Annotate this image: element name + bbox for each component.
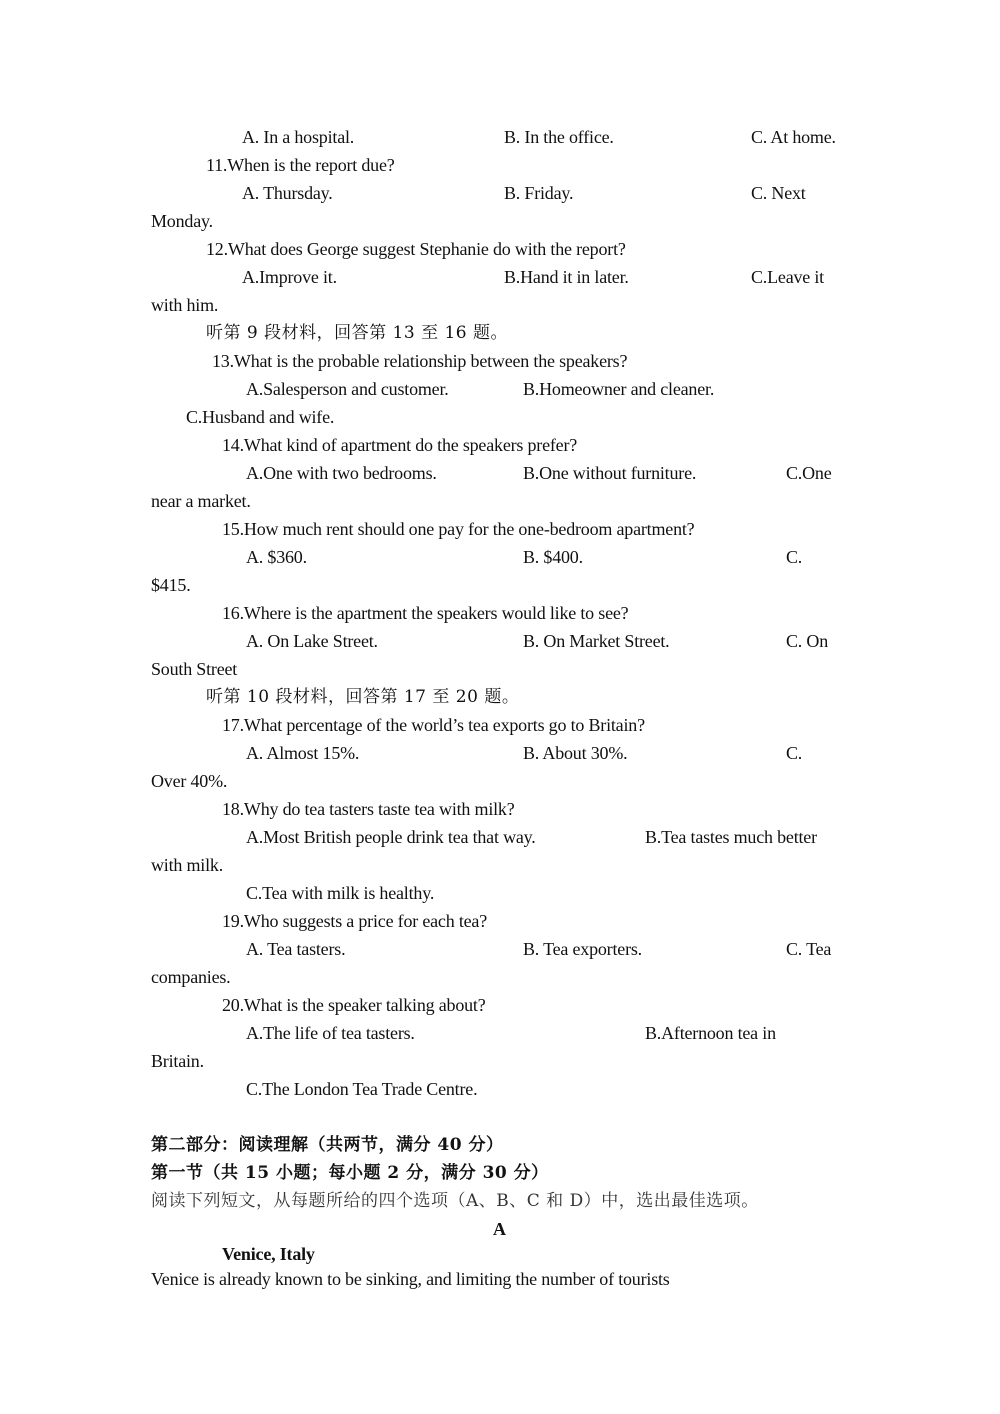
q19-option-c: C. Tea	[786, 939, 832, 959]
q14-option-c: C.One	[786, 463, 832, 483]
q10-option-a: A. In a hospital.	[242, 127, 355, 147]
q20-option-b-cont: Britain.	[151, 1051, 204, 1071]
q18-option-b-cont: with milk.	[151, 855, 224, 875]
q12-option-c-cont: with him.	[151, 295, 219, 315]
passage-title: Venice, Italy	[222, 1244, 315, 1264]
q16-option-a: A. On Lake Street.	[246, 631, 378, 651]
q16-question: 16.Where is the apartment the speakers would like to see?	[222, 603, 629, 623]
q11-option-b: B. Friday.	[504, 183, 574, 203]
q16-option-c-cont: South Street	[151, 659, 238, 679]
q14-option-a: A.One with two bedrooms.	[246, 463, 437, 483]
q14-option-b: B.One without furniture.	[523, 463, 697, 483]
q19-option-c-cont: companies.	[151, 967, 231, 987]
q15-option-c: C.	[786, 547, 803, 567]
q12-option-c: C.Leave it	[751, 267, 824, 287]
q17-option-a: A. Almost 15%.	[246, 743, 360, 763]
q16-option-c: C. On	[786, 631, 829, 651]
q13-option-b: B.Homeowner and cleaner.	[523, 379, 715, 399]
q17-option-c: C.	[786, 743, 803, 763]
q10-option-b: B. In the office.	[504, 127, 614, 147]
q20-option-c: C.The London Tea Trade Centre.	[246, 1079, 478, 1099]
q11-option-c-cont: Monday.	[151, 211, 213, 231]
q14-option-c-cont: near a market.	[151, 491, 251, 511]
q12-question: 12.What does George suggest Stephanie do with the report?	[206, 239, 626, 259]
q13-option-c: C.Husband and wife.	[186, 407, 335, 427]
section-10-instruction: 听第 10 段材料，回答第 17 至 20 题。	[206, 687, 520, 707]
q10-option-c: C. At home.	[751, 127, 836, 147]
q19-question: 19.Who suggests a price for each tea?	[222, 911, 487, 931]
q20-question: 20.What is the speaker talking about?	[222, 995, 486, 1015]
reading-instructions: 阅读下列短文，从每题所给的四个选项（A、B、C 和 D）中，选出最佳选项。	[151, 1191, 759, 1211]
section-9-instruction: 听第 9 段材料，回答第 13 至 16 题。	[206, 323, 509, 343]
q19-option-b: B. Tea exporters.	[523, 939, 642, 959]
q17-question: 17.What percentage of the world’s tea exports go to Britain?	[222, 715, 645, 735]
q15-option-a: A. $360.	[246, 547, 307, 567]
q18-option-b: B.Tea tastes much better	[645, 827, 817, 847]
q20-option-a: A.The life of tea tasters.	[246, 1023, 415, 1043]
q13-option-a: A.Salesperson and customer.	[246, 379, 449, 399]
section-one-heading: 第一节（共 15 小题；每小题 2 分，满分 30 分）	[151, 1163, 549, 1183]
part-two-heading: 第二部分：阅读理解（共两节，满分 40 分）	[151, 1135, 504, 1155]
passage-letter: A	[493, 1219, 506, 1239]
q11-option-c: C. Next	[751, 183, 806, 203]
q20-option-b: B.Afternoon tea in	[645, 1023, 776, 1043]
q16-option-b: B. On Market Street.	[523, 631, 670, 651]
q17-option-c-cont: Over 40%.	[151, 771, 228, 791]
q11-option-a: A. Thursday.	[242, 183, 333, 203]
passage-first-line: Venice is already known to be sinking, and limiting the number of tourists	[151, 1269, 670, 1289]
q15-option-b: B. $400.	[523, 547, 583, 567]
q12-option-a: A.Improve it.	[242, 267, 337, 287]
q18-option-c: C.Tea with milk is healthy.	[246, 883, 435, 903]
q18-option-a: A.Most British people drink tea that way.	[246, 827, 536, 847]
q17-option-b: B. About 30%.	[523, 743, 628, 763]
q13-question: 13.What is the probable relationship between the speakers?	[212, 351, 628, 371]
q12-option-b: B.Hand it in later.	[504, 267, 629, 287]
q15-option-c-cont: $415.	[151, 575, 191, 595]
q18-question: 18.Why do tea tasters taste tea with milk?	[222, 799, 515, 819]
q19-option-a: A. Tea tasters.	[246, 939, 346, 959]
q14-question: 14.What kind of apartment do the speakers prefer?	[222, 435, 578, 455]
q11-question: 11.When is the report due?	[206, 155, 395, 175]
q15-question: 15.How much rent should one pay for the one-bedroom apartment?	[222, 519, 695, 539]
